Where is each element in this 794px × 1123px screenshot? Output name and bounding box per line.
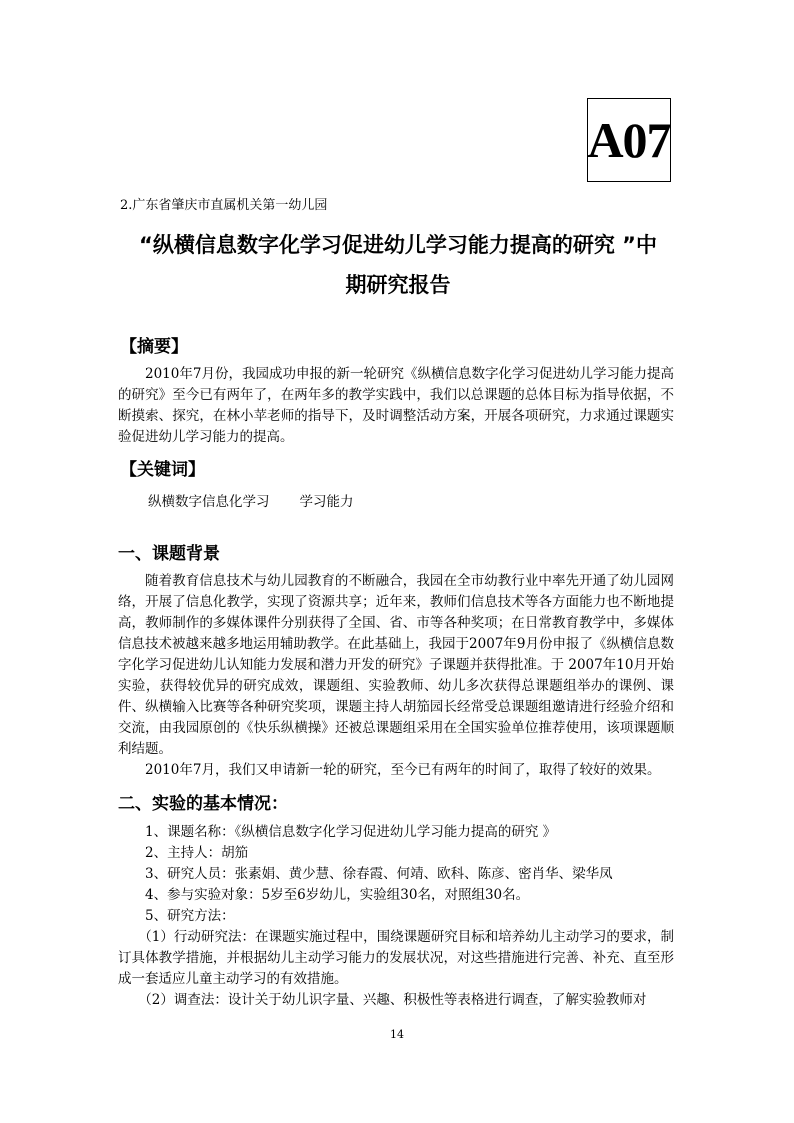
keyword-item: 学习能力 [299,494,354,510]
method-survey: （2）调查法：设计关于幼儿识字量、兴趣、积极性等表格进行调查，了解实验教师对 [138,992,647,1008]
experiment-info-item: 4、参与实验对象：5岁至6岁幼儿，实验组30名，对照组30名。 [145,887,530,903]
report-title-line-2: 期研究报告 [345,273,451,297]
section-1-paragraph: 随着教育信息技术与幼儿园教育的不断融合，我园在全市幼教行业中率先开通了幼儿园网络，开展了信息化教学，实现了资源共享；近年来，教师们信息技术等各方面能力也不断地提高，教师制作的多媒体课件分别获得了全国、省、市等各种奖项；在日常教育教学中，多媒体信息技术被越来越多地运用辅助教学。在此基础上，我园于2007年9月份申报了《纵横信息数字化学习促进幼儿认知能力发展和潜力开发的研究》子课题并获得批准。于 2007年10月开始实验，获得较优异的研究成效，课题组、实验教师、幼儿多次获得总课题组举办的课例、课件、纵横输入比赛等各种研究奖项，课题主持人胡笳园长经常受总课题组邀请进行经验介绍和交流，由我园原创的《快乐纵横操》还被总课题组采用在全国实验单位推荐使用，该项课题顺利结题。 [118,573,674,757]
section-1-paragraph-2: 2010年7月，我们又申请新一轮的研究，至今已有两年的时间了，取得了较好的效果。 [145,762,661,778]
abstract-text: 2010年7月份，我园成功申报的新一轮研究《纵横信息数字化学习促进幼儿学习能力提高的研究》至今已有两年了，在两年多的教学实践中，我们以总课题的总体目标为指导依据，不断摸索、探究，在林小苹老师的指导下，及时调整活动方案，开展各项研究，力求通过课题实验促进幼儿学习能力的提高。 [118,366,674,445]
experiment-info-item: 2、主持人：胡笳 [145,845,249,861]
experiment-info-item: 3、研究人员：张素娟、黄少慧、徐春霞、何靖、欧科、陈彦、密肖华、梁华凤 [145,866,613,882]
experiment-info-item: 5、研究方法： [145,908,235,924]
keyword-item: 纵横数字信息化学习 [148,494,270,510]
page-number: 14 [390,1028,404,1041]
report-title-line-1: “纵横信息数字化学习促进幼儿学习能力提高的研究 ”中 [139,233,657,257]
experiment-info-item: 1、课题名称：《纵横信息数字化学习促进幼儿学习能力提高的研究 》 [145,824,557,840]
abstract-heading: 【摘要】 [120,337,188,357]
document-code-box: A07 [587,98,671,182]
section-1-heading: 一、课题背景 [118,544,220,564]
keywords-heading: 【关键词】 [120,460,205,480]
keywords-list [148,492,354,513]
institution-line: 2.广东省肇庆市直属机关第一幼儿园 [120,198,328,213]
method-action-research: （1）行动研究法：在课题实施过程中，围绕课题研究目标和培养幼儿主动学习的要求，制订具体教学措施，并根据幼儿主动学习能力的发展状况，对这些措施进行完善、补充、直至形成一套适应儿童主动学习的有效措施。 [118,929,674,987]
section-2-heading: 二、实验的基本情况： [118,794,288,814]
